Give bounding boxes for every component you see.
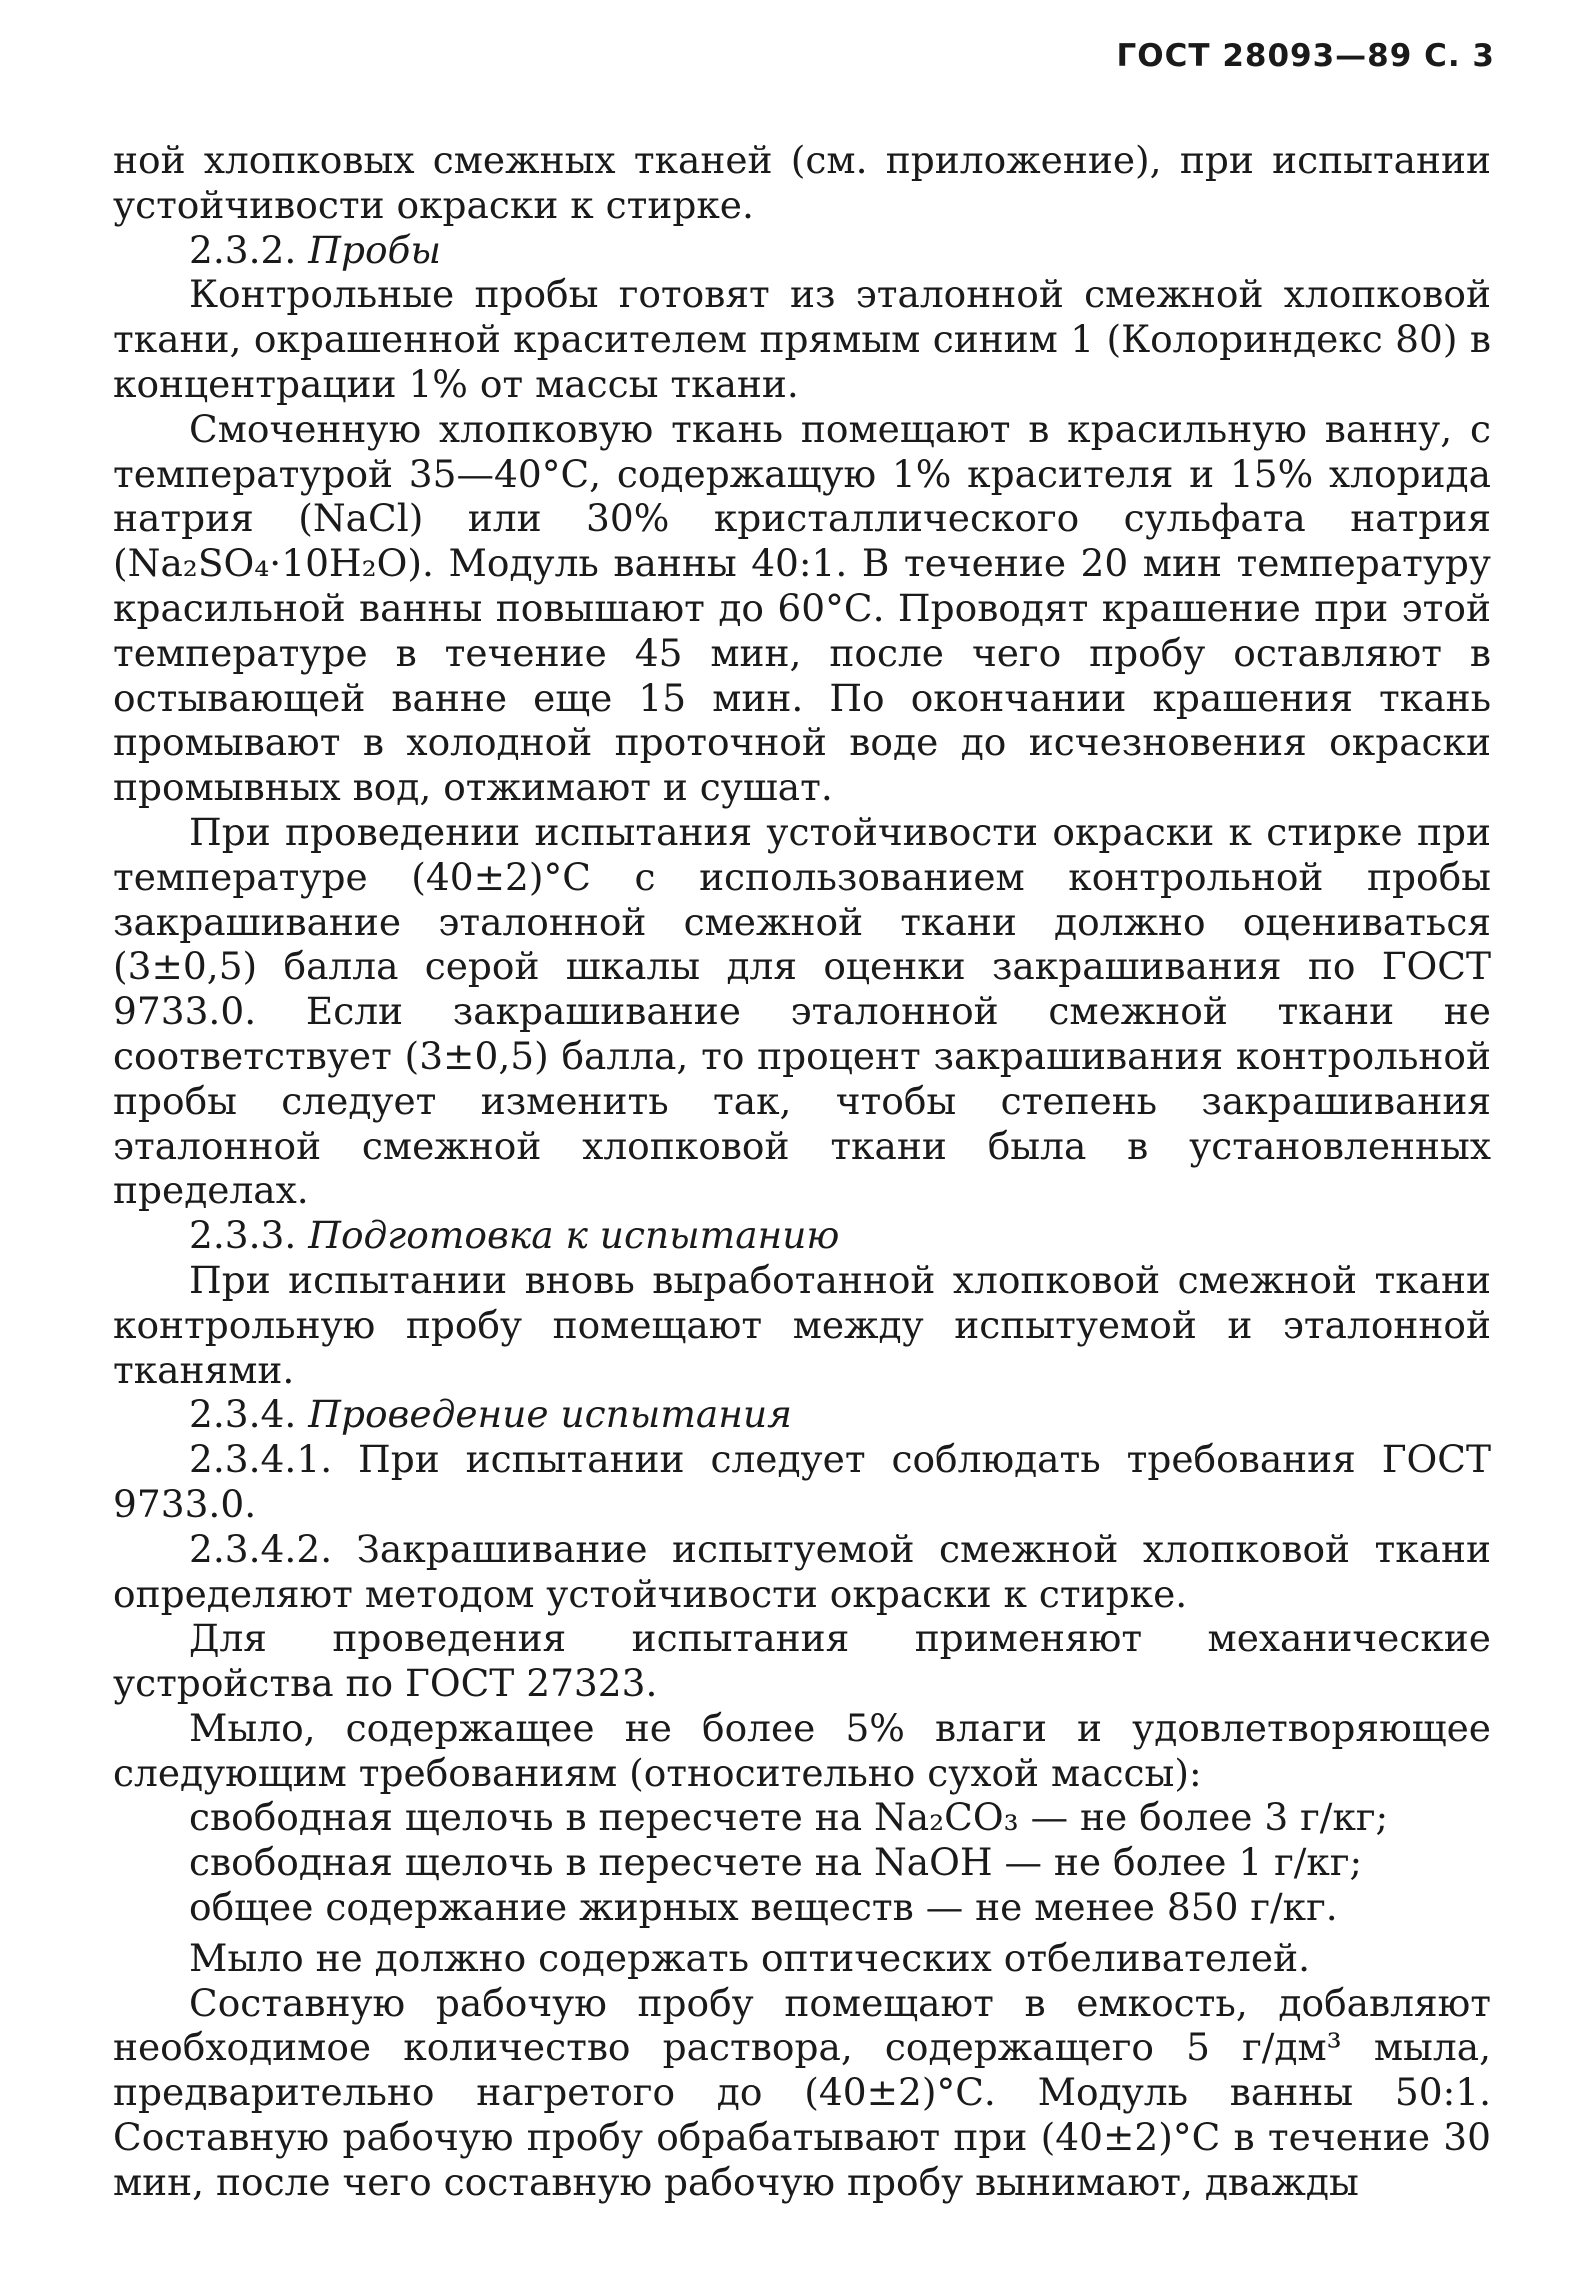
paragraph-2-3-4-1: 2.3.4.1. При испытании следует соблюдать требования ГОСТ 9733.0.	[113, 1437, 1491, 1526]
section-title: Подготовка к испытанию	[308, 1213, 840, 1258]
paragraph-dyeing-procedure: Смоченную хлопковую ткань помещают в красильную ванну, с температурой 35—40°С, содержащую 1% красителя и 15% хлорида натрия (NaCl) или 30% кристаллического сульфата натрия (Na₂SO₄·10H₂O). Модуль ванны 40:1. В течение 20 мин температуру красильной ванны повышают до 60°С. Проводят крашение при этой температуре в течение 45 мин, после чего пробу оставляют в остывающей ванне еще 15 мин. По окончании крашения ткань промывают в холодной проточной воде до исчезновения окраски промывных вод, отжимают и сушат.	[113, 406, 1491, 810]
section-number: 2.3.4.	[189, 1392, 297, 1437]
list-item: свободная щелочь в пересчете на Na₂CO₃ — не более 3 г/кг;	[189, 1795, 1389, 1840]
paragraph-2-3-4-2: 2.3.4.2. Закрашивание испытуемой смежной хлопковой ткани определяют методом устойчивости окраски к стирке.	[113, 1526, 1491, 1616]
paragraph-test-preparation: При испытании вновь выработанной хлопковой смежной ткани контрольную пробу помещают между испытуемой и эталонной тканями.	[113, 1257, 1491, 1392]
list-item: свободная щелочь в пересчете на NaOH — не более 1 г/кг;	[189, 1840, 1363, 1885]
section-number: 2.3.3.	[189, 1213, 297, 1258]
paragraph-continuation: ной хлопковых смежных тканей (см. приложение), при испытании устойчивости окраски к стирке.	[113, 138, 1491, 227]
section-heading-2-3-4	[113, 1392, 1491, 1437]
running-header: ГОСТ 28093—89 С. 3	[1116, 38, 1495, 74]
section-title: Проведение испытания	[308, 1392, 792, 1437]
paragraph-mechanical-devices: Для проведения испытания применяют механические устройства по ГОСТ 27323.	[113, 1616, 1491, 1706]
paragraph-soap-requirements: Мыло, содержащее не более 5% влаги и удовлетворяющее следующим требованиям (относительно сухой массы):	[113, 1705, 1491, 1795]
section-title: Пробы	[308, 227, 441, 272]
section-heading-2-3-3	[113, 1213, 1491, 1258]
section-number: 2.3.2.	[189, 227, 297, 272]
paragraph-control-samples: Контрольные пробы готовят из эталонной смежной хлопковой ткани, окрашенной красителем прямым синим 1 (Колориндекс 80) в концентрации 1% от массы ткани.	[113, 272, 1491, 406]
paragraph-washing-procedure: Составную рабочую пробу помещают в емкость, добавляют необходимое количество раствора, содержащего 5 г/дм³ мыла, предварительно нагретого до (40±2)°С. Модуль ванны 50:1. Составную рабочую пробу обрабатывают при (40±2)°С в течение 30 мин, после чего составную рабочую пробу вынимают, дважды	[113, 1980, 1491, 2204]
paragraph-staining-assessment: При проведении испытания устойчивости окраски к стирке при температуре (40±2)°С с использованием контрольной пробы закрашивание эталонной смежной ткани должно оцениваться (3±0,5) балла серой шкалы для оценки закрашивания по ГОСТ 9733.0. Если закрашивание эталонной смежной ткани не соответствует (3±0,5) балла, то процент закрашивания контрольной пробы следует изменить так, чтобы степень закрашивания эталонной смежной хлопковой ткани была в установленных пределах.	[113, 809, 1491, 1213]
paragraph-no-optical-brighteners: Мыло не должно содержать оптических отбеливателей.	[189, 1935, 1310, 1980]
list-item: общее содержание жирных веществ — не менее 850 г/кг.	[189, 1885, 1338, 1930]
section-heading-2-3-2	[113, 228, 1491, 273]
body-text	[113, 138, 1491, 2205]
